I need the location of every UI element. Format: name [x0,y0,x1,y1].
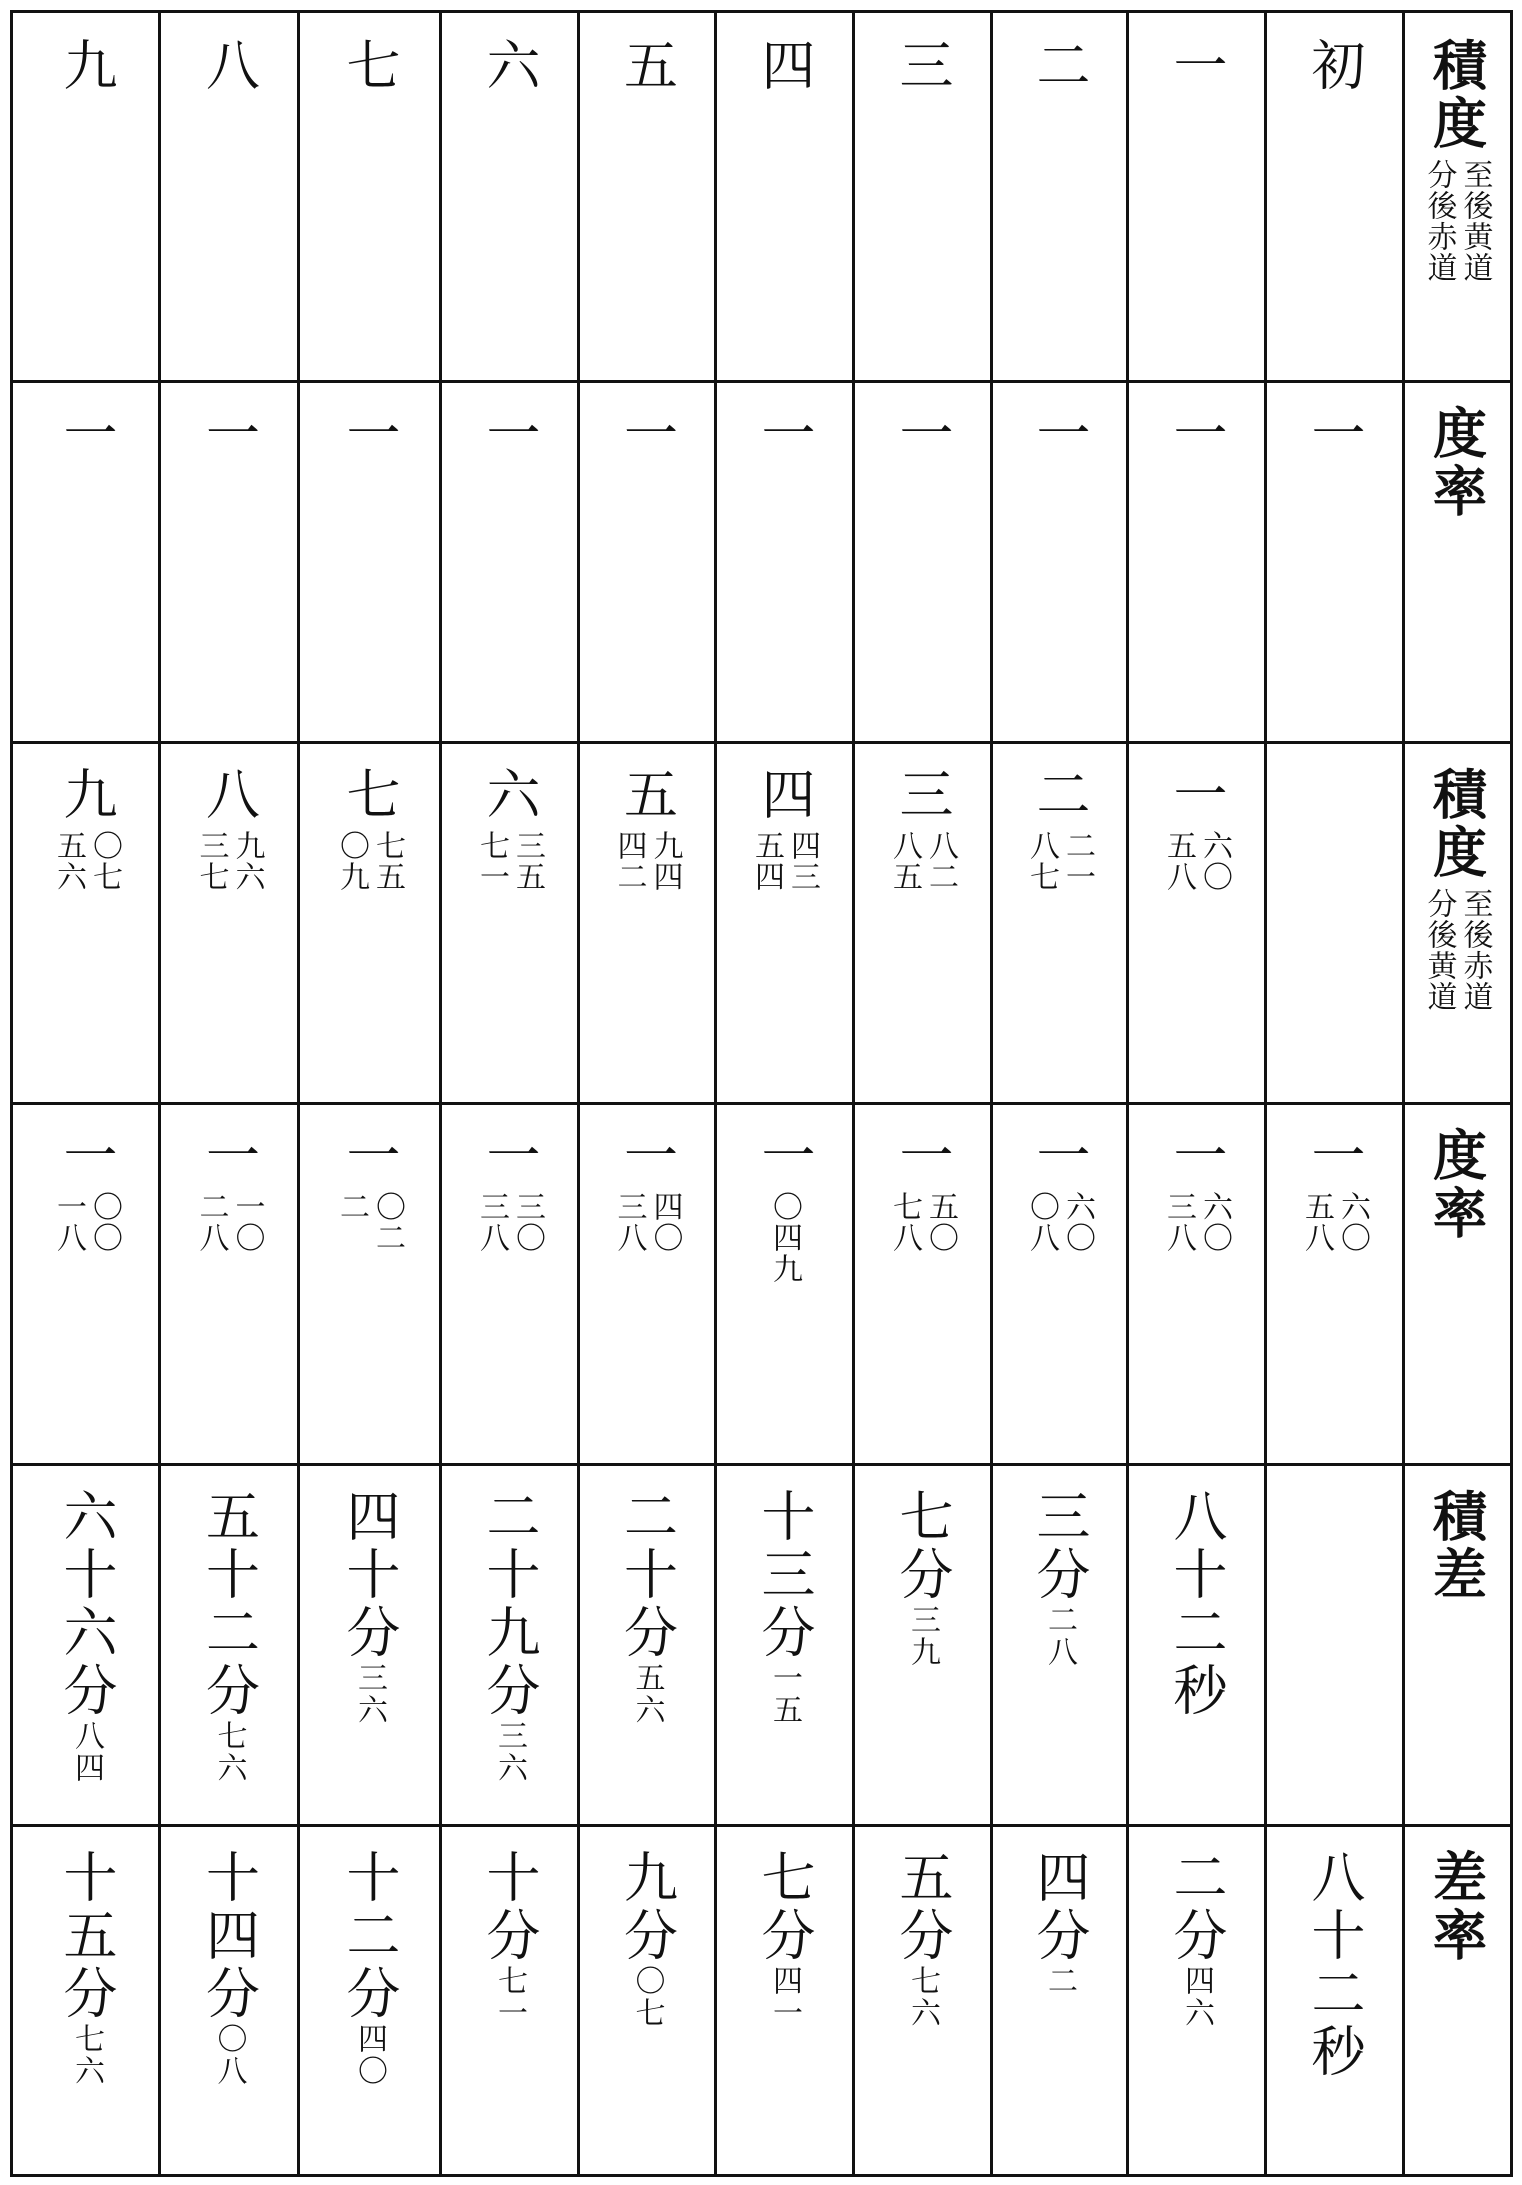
row-header [1403,766,1510,1097]
table-cell [1265,37,1403,375]
cell-small-text: 七六 [69,2023,104,2087]
row-header-content [1421,766,1493,1012]
table-cell [578,1488,715,1819]
table-cell [298,1849,440,2168]
cell-content [753,1127,816,1284]
cell-note: 六〇 [1197,1191,1232,1253]
cell-note: 五八 [1299,1191,1334,1253]
cell-main-text: 一 [1165,766,1228,824]
table-cell [578,1127,715,1458]
cell-note: 八二 [923,830,958,892]
table-cell [715,1127,853,1458]
cell-main-text: 一 [478,405,541,463]
cell-main-text: 一 [891,405,954,463]
cell-content [334,766,405,892]
cell-note: 〇七 [87,830,122,892]
table-cell [159,37,298,375]
row-header-label: 積度 [1424,37,1489,153]
cell-content [478,1488,541,1784]
row-header-content [1424,1488,1489,1604]
cell-content [1165,37,1228,95]
cell-content [197,1488,261,1784]
cell-main-text: 三 [891,37,954,95]
table-cell [298,1488,440,1819]
cell-content [891,405,954,463]
cell-main-text: 五 [615,37,679,95]
cell-small-text: 四一 [767,1965,802,2029]
table-cell [13,1488,159,1819]
table-cell [578,405,715,736]
table-cell [13,1127,159,1458]
row-header [1403,1127,1510,1458]
cell-notes [611,830,683,892]
cell-main-text: 二十九分 [478,1488,541,1720]
row-header [1403,1849,1510,2168]
cell-note: 二 [334,1191,369,1222]
cell-small-text: 三九 [905,1604,940,1668]
cell-notes [51,1191,122,1253]
cell-content [753,405,816,463]
cell-note: 三七 [193,830,229,892]
cell-small-text: 二 [1042,1965,1077,1997]
cell-notes [51,830,122,892]
cell-small-text: 三六 [492,1720,527,1784]
cell-notes [1024,1191,1095,1253]
cell-content [615,1849,679,2029]
table-cell [853,1849,991,2168]
cell-note: 六〇 [1060,1191,1095,1253]
cell-main-text: 一 [338,1127,401,1185]
cell-small-text: 〇八 [211,2023,247,2087]
row-header [1403,405,1510,736]
cell-notes [1161,1191,1232,1253]
cell-content [474,1127,545,1253]
cell-content [1161,1127,1232,1253]
cell-main-text: 四分 [1028,1849,1091,1965]
table-cell [1265,1127,1403,1458]
cell-content [51,1127,122,1253]
table-cell [991,37,1127,375]
row-divider [13,1463,1510,1466]
cell-note: 五八 [1161,830,1196,892]
table-cell [1127,1849,1265,2168]
table-cell [1127,405,1265,736]
cell-content [891,1849,954,2029]
cell-note: 七一 [474,830,509,892]
cell-main-text: 七 [338,37,401,95]
cell-main-text: 一 [615,1127,679,1185]
cell-note: 一〇 [229,1191,265,1253]
cell-small-text: 七一 [492,1965,527,2029]
table-cell [440,766,578,1097]
cell-small-text: 七六 [211,1720,247,1784]
cell-content [753,1849,816,2029]
table-cell [991,1127,1127,1458]
cell-notes [1024,830,1095,892]
cell-note: 五四 [749,830,784,892]
cell-notes [749,830,820,892]
cell-notes [887,830,958,892]
cell-content [197,405,261,463]
table-cell [853,37,991,375]
row-header-label: 度率 [1424,405,1489,521]
table-cell [715,37,853,375]
cell-content [1024,766,1095,892]
table-cell [159,1127,298,1458]
row-header-label: 差率 [1424,1849,1489,1965]
table-cell [159,766,298,1097]
cell-main-text: 八 [197,766,261,824]
cell-main-text: 三分 [1028,1488,1091,1604]
cell-content [55,37,118,95]
table-cell [159,1488,298,1819]
cell-note: 六〇 [1197,830,1232,892]
cell-content [1028,1849,1091,1997]
cell-content [55,1849,118,2087]
cell-main-text: 二 [1028,37,1091,95]
cell-main-text: 七 [338,766,401,824]
table-cell [1265,405,1403,736]
cell-note: 三五 [510,830,545,892]
table-cell [298,37,440,375]
cell-note: 二一 [1060,830,1095,892]
cell-content [611,766,683,892]
cell-small-text: 四六 [1179,1965,1214,2029]
cell-note: 八七 [1024,830,1059,892]
cell-main-text: 九 [55,37,118,95]
cell-notes [767,1191,802,1284]
table-cell [853,405,991,736]
cell-content [55,1488,118,1784]
cell-main-text: 五 [615,766,679,824]
cell-content [1028,37,1091,95]
table-cell [13,405,159,736]
row-header-note: 分後赤道 [1421,159,1457,283]
row-divider [13,741,1510,744]
cell-main-text: 六 [478,37,541,95]
table-cell [991,766,1127,1097]
cell-content [478,37,541,95]
astronomical-table [10,10,1513,2177]
cell-main-text: 一 [55,1127,118,1185]
table-cell [991,405,1127,736]
cell-content [753,37,816,95]
cell-content [338,405,401,463]
cell-note: 一八 [51,1191,86,1253]
row-header-label: 積度 [1424,766,1489,882]
cell-content [887,1127,958,1253]
cell-main-text: 一 [1165,405,1228,463]
cell-main-text: 十分 [478,1849,541,1965]
cell-content [1299,1127,1370,1253]
cell-notes [474,830,545,892]
cell-content [55,405,118,463]
cell-main-text: 一 [753,1127,816,1185]
table-cell [298,1127,440,1458]
cell-note: 二八 [193,1191,229,1253]
cell-main-text: 十三分 [753,1488,816,1662]
row-header-note: 至後赤道 [1457,888,1493,1012]
cell-note: 三〇 [510,1191,545,1253]
cell-main-text: 八十二秒 [1165,1488,1228,1720]
cell-main-text: 一 [1165,37,1228,95]
cell-main-text: 一 [197,405,261,463]
row-divider [13,1824,1510,1827]
cell-main-text: 四 [753,37,816,95]
cell-main-text: 十四分 [197,1849,261,2023]
row-header-note: 分後黄道 [1421,888,1457,1012]
cell-note: 八五 [887,830,922,892]
cell-main-text: 九 [55,766,118,824]
cell-main-text: 初 [1303,37,1366,95]
table-cell [1127,766,1265,1097]
cell-main-text: 十二分 [338,1849,401,2023]
cell-small-text: 五六 [629,1662,665,1726]
table-cell [1127,37,1265,375]
table-cell [853,1127,991,1458]
cell-notes [334,830,405,892]
cell-main-text: 一 [1303,405,1366,463]
cell-note: 〇八 [1024,1191,1059,1253]
cell-main-text: 十五分 [55,1849,118,2023]
cell-content [338,1849,401,2087]
cell-main-text: 八十二秒 [1303,1849,1366,2081]
cell-main-text: 四 [753,766,816,824]
table-cell [578,766,715,1097]
cell-content [753,1488,816,1726]
table-cell [298,405,440,736]
cell-small-text: 七六 [905,1965,940,2029]
cell-main-text: 一 [753,405,816,463]
cell-content [1165,405,1228,463]
cell-content [1165,1849,1228,2029]
cell-note: 三八 [611,1191,647,1253]
cell-main-text: 一 [197,1127,261,1185]
cell-note: 七八 [887,1191,922,1253]
cell-content [1028,1488,1091,1668]
cell-small-text: 三六 [352,1662,387,1726]
table-cell [159,1849,298,2168]
cell-main-text: 一 [55,405,118,463]
cell-note: 三八 [474,1191,509,1253]
table-cell [853,766,991,1097]
cell-content [891,37,954,95]
cell-main-text: 一 [1028,1127,1091,1185]
cell-main-text: 五分 [891,1849,954,1965]
cell-content [615,405,679,463]
cell-note: 四二 [611,830,647,892]
cell-main-text: 七分 [753,1849,816,1965]
cell-main-text: 四十分 [338,1488,401,1662]
cell-content [197,1849,261,2087]
table-cell [159,405,298,736]
cell-note: 五六 [51,830,86,892]
cell-content [338,1488,401,1726]
table-cell [440,405,578,736]
cell-note: 〇九 [334,830,369,892]
cell-notes [1299,1191,1370,1253]
cell-main-text: 三 [891,766,954,824]
row-header [1403,37,1510,375]
cell-content [1303,1849,1366,2081]
cell-notes [334,1191,405,1253]
cell-content [338,37,401,95]
row-header-content [1424,1849,1489,1965]
row-header-notes [1421,159,1493,283]
row-header-note: 至後黄道 [1457,159,1493,283]
table-cell [440,1849,578,2168]
cell-main-text: 一 [338,405,401,463]
cell-notes [887,1191,958,1253]
cell-content [1161,766,1232,892]
table-cell [298,766,440,1097]
cell-content [611,1127,683,1253]
cell-content [334,1127,405,1253]
cell-notes [1161,830,1232,892]
row-header-label: 積差 [1424,1488,1489,1604]
cell-main-text: 一 [615,405,679,463]
cell-note: 九六 [229,830,265,892]
cell-main-text: 八 [197,37,261,95]
table-cell [715,1849,853,2168]
cell-content [51,766,122,892]
cell-main-text: 二十分 [615,1488,679,1662]
table-cell [13,766,159,1097]
cell-main-text: 六 [478,766,541,824]
row-divider [13,1102,1510,1105]
cell-content [1303,405,1366,463]
cell-note: 三八 [1161,1191,1196,1253]
table-cell [715,766,853,1097]
cell-main-text: 五十二分 [197,1488,261,1720]
table-cell [1127,1127,1265,1458]
table-cell [578,1849,715,2168]
cell-content [193,1127,265,1253]
cell-main-text: 九分 [615,1849,679,1965]
cell-small-text: 一五 [767,1662,802,1726]
cell-main-text: 六十六分 [55,1488,118,1720]
cell-note: 〇〇 [87,1191,122,1253]
cell-content [1165,1488,1228,1720]
cell-main-text: 一 [478,1127,541,1185]
cell-content [478,1849,541,2029]
cell-note: 四三 [785,830,820,892]
cell-content [615,37,679,95]
cell-content [891,1488,954,1668]
cell-note: 九四 [647,830,683,892]
row-divider [13,380,1510,383]
table-cell [1127,1488,1265,1819]
table-cell [440,1127,578,1458]
cell-content [197,37,261,95]
cell-content [1028,405,1091,463]
table-cell [578,37,715,375]
row-header-notes [1421,888,1493,1012]
cell-main-text: 七分 [891,1488,954,1604]
cell-main-text: 二分 [1165,1849,1228,1965]
table-cell [1265,1849,1403,2168]
cell-note: 〇二 [370,1191,405,1253]
table-cell [13,1849,159,2168]
cell-content [1303,37,1366,95]
cell-content [193,766,265,892]
cell-content [749,766,820,892]
cell-small-text: 二八 [1042,1604,1077,1668]
table-cell [991,1488,1127,1819]
table-cell [440,1488,578,1819]
cell-note: 七五 [370,830,405,892]
cell-small-text: 〇七 [629,1965,665,2029]
row-header-label: 度率 [1424,1127,1489,1243]
row-header-content [1424,405,1489,521]
table-cell [1265,766,1403,1097]
cell-content [887,766,958,892]
table-cell [13,37,159,375]
row-header [1403,1488,1510,1819]
cell-main-text: 一 [1165,1127,1228,1185]
cell-notes [193,1191,265,1253]
table-cell [853,1488,991,1819]
cell-main-text: 一 [1303,1127,1366,1185]
table-cell [715,1488,853,1819]
table-cell [991,1849,1127,2168]
cell-note: 五〇 [923,1191,958,1253]
row-header-content [1424,1127,1489,1243]
cell-notes [611,1191,683,1253]
cell-notes [474,1191,545,1253]
cell-main-text: 二 [1028,766,1091,824]
cell-note: 〇四九 [767,1191,802,1284]
cell-content [1024,1127,1095,1253]
cell-notes [193,830,265,892]
table-cell [440,37,578,375]
cell-small-text: 八四 [69,1720,104,1784]
table-cell [715,405,853,736]
cell-note: 六〇 [1335,1191,1370,1253]
cell-note: 四〇 [647,1191,683,1253]
cell-content [478,405,541,463]
cell-content [474,766,545,892]
cell-small-text: 四〇 [352,2023,387,2087]
table-cell [1265,1488,1403,1819]
cell-main-text: 一 [1028,405,1091,463]
row-header-content [1421,37,1493,283]
cell-main-text: 一 [891,1127,954,1185]
cell-content [615,1488,679,1726]
